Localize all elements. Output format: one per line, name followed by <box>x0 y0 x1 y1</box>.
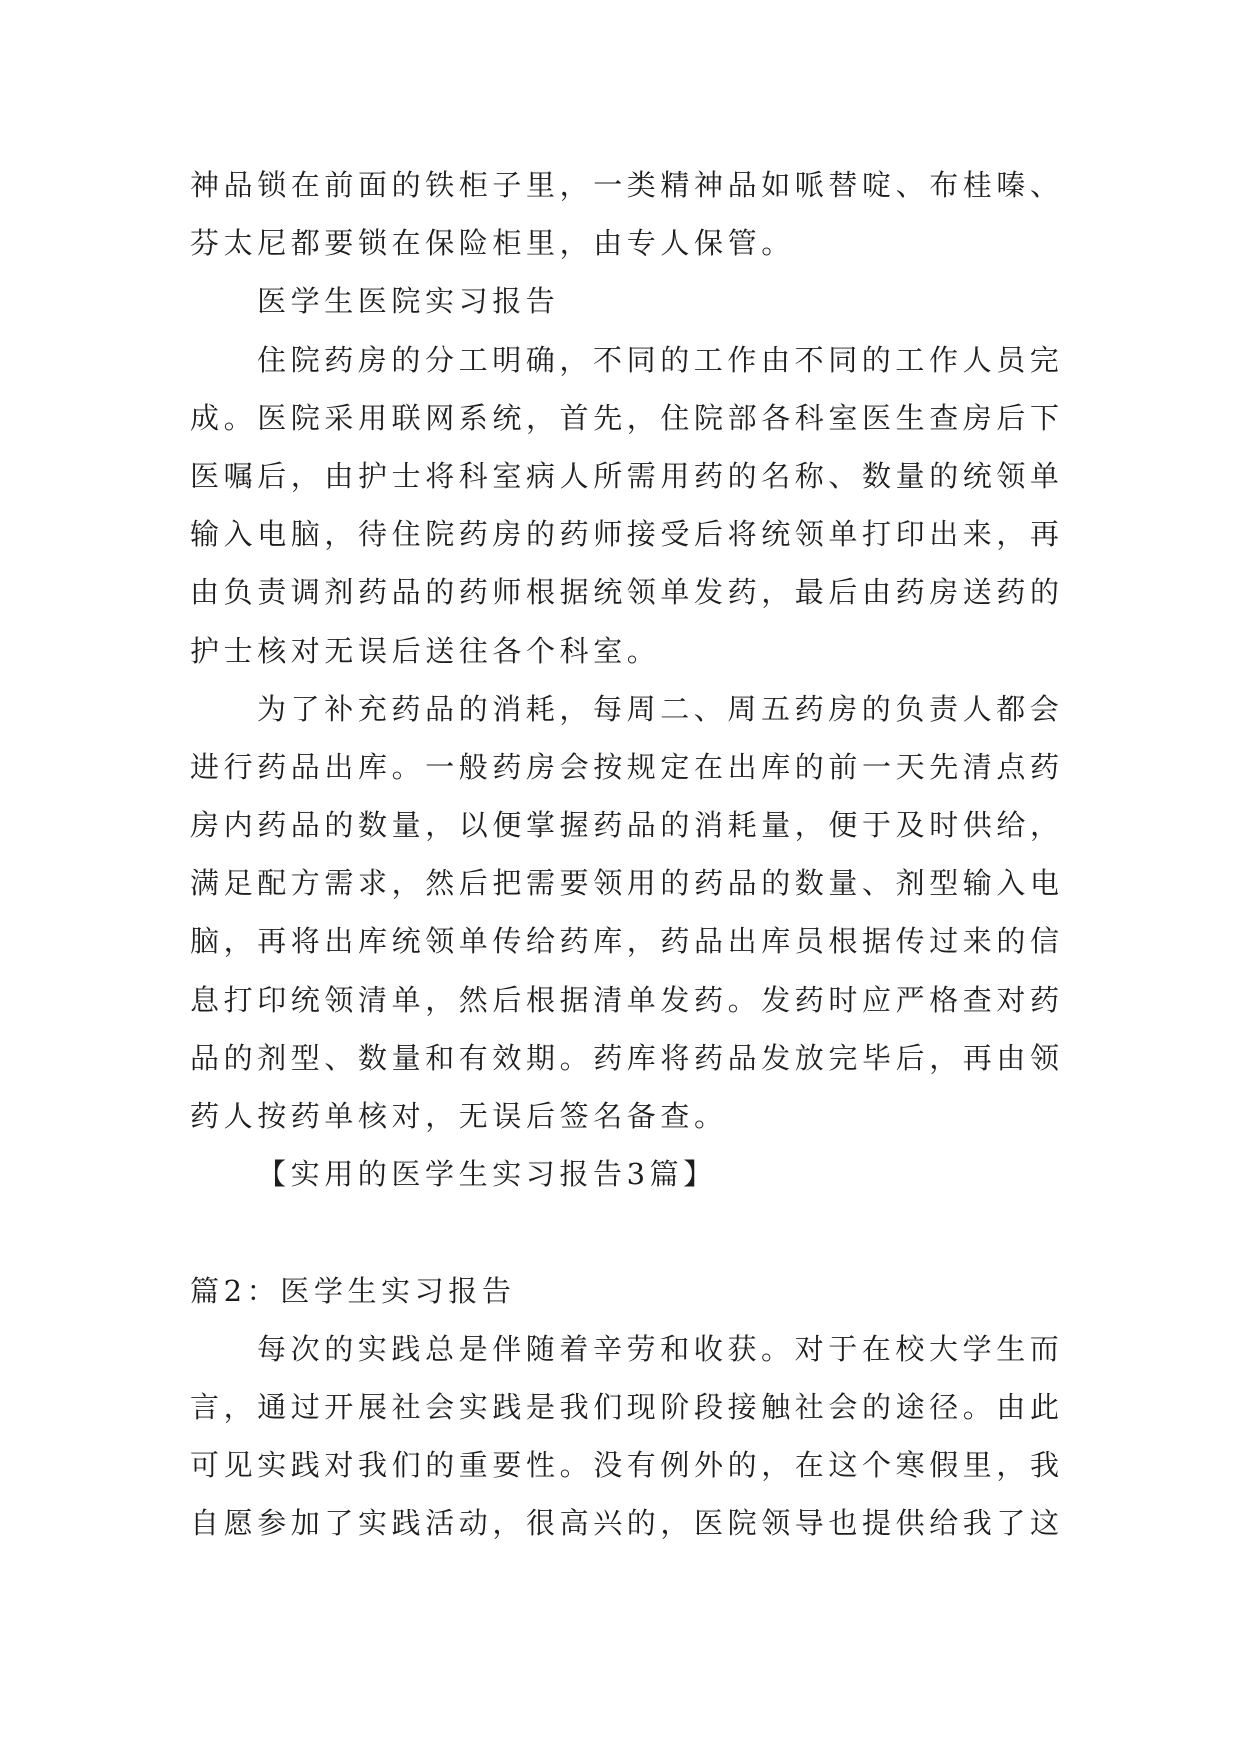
text-line: 言，通过开展社会实践是我们现阶段接触社会的途径。由此 <box>190 1389 1064 1424</box>
text-line: 自愿参加了实践活动，很高兴的，医院领导也提供给我了这 <box>190 1506 1064 1541</box>
document-body <box>190 156 1090 1553</box>
blank-line <box>190 1203 1090 1261</box>
text-line: 成。医院采用联网系统，首先，住院部各科室医生查房后下 <box>190 400 1064 435</box>
bracket-title: 【实用的医学生实习报告3篇】 <box>257 1157 717 1192</box>
text-line: 可见实践对我们的重要性。没有例外的，在这个寒假里，我 <box>190 1448 1064 1483</box>
text-line: 由负责调剂药品的药师根据统领单发药，最后由药房送药的 <box>190 575 1064 610</box>
text-line: 输入电脑，待住院药房的药师接受后将统领单打印出来，再 <box>190 517 1064 552</box>
section-heading: 篇2：医学生实习报告 <box>190 1273 516 1308</box>
text-line: 品的剂型、数量和有效期。药库将药品发放完毕后，再由领 <box>190 1040 1064 1075</box>
text-line: 医嘱后，由护士将科室病人所需用药的名称、数量的统领单 <box>190 458 1064 493</box>
text-line: 芬太尼都要锁在保险柜里，由专人保管。 <box>190 226 795 261</box>
text-line: 为了补充药品的消耗，每周二、周五药房的负责人都会 <box>257 691 1064 726</box>
text-line: 护士核对无误后送往各个科室。 <box>190 633 661 668</box>
text-line: 药人按药单核对，无误后签名备查。 <box>190 1099 728 1133</box>
subtitle: 医学生医院实习报告 <box>257 284 560 319</box>
text-line: 房内药品的数量，以便掌握药品的消耗量，便于及时供给， <box>190 808 1064 843</box>
text-line: 住院药房的分工明确，不同的工作由不同的工作人员完 <box>257 342 1064 377</box>
text-line: 息打印统领清单，然后根据清单发药。发药时应严格查对药 <box>190 982 1064 1017</box>
text-line: 每次的实践总是伴随着辛劳和收获。对于在校大学生而 <box>257 1331 1064 1366</box>
text-line: 满足配方需求，然后把需要领用的药品的数量、剂型输入电 <box>190 866 1064 901</box>
text-line: 脑，再将出库统领单传给药库，药品出库员根据传过来的信 <box>190 924 1064 959</box>
text-line: 神品锁在前面的铁柜子里，一类精神品如哌替啶、布桂嗪、 <box>190 168 1064 202</box>
text-line: 进行药品出库。一般药房会按规定在出库的前一天先清点药 <box>190 749 1064 784</box>
